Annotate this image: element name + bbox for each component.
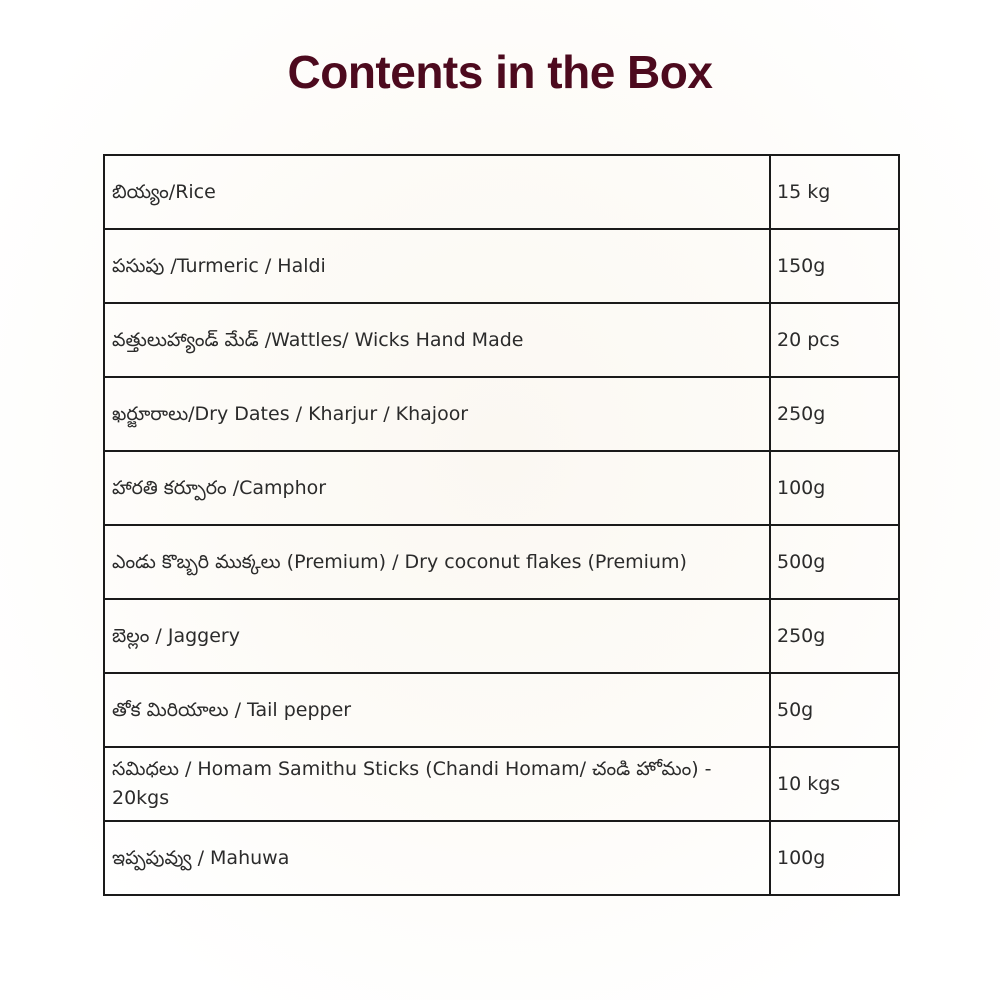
item-name: ఖర్జూరాలు/Dry Dates / Kharjur / Khajoor (104, 377, 770, 451)
item-quantity: 20 pcs (770, 303, 899, 377)
table-row (104, 155, 899, 229)
table-row (104, 451, 899, 525)
item-quantity: 150g (770, 229, 899, 303)
item-name: పసుపు /Turmeric / Haldi (104, 229, 770, 303)
item-quantity: 500g (770, 525, 899, 599)
item-quantity: 15 kg (770, 155, 899, 229)
table-row (104, 303, 899, 377)
item-name: సమిధలు / Homam Samithu Sticks (Chandi Homam/ చండి హోమం) - 20kgs (104, 747, 770, 821)
item-quantity: 250g (770, 377, 899, 451)
table-row (104, 377, 899, 451)
item-name: హారతి కర్పూరం /Camphor (104, 451, 770, 525)
table-row (104, 747, 899, 821)
table-row (104, 599, 899, 673)
table-row (104, 821, 899, 895)
item-quantity: 100g (770, 821, 899, 895)
item-name: వత్తులుహ్యాండ్ మేడ్ /Wattles/ Wicks Hand Made (104, 303, 770, 377)
item-name: బెల్లం / Jaggery (104, 599, 770, 673)
page-title: Contents in the Box (287, 46, 713, 98)
contents-table (103, 154, 900, 896)
item-name: ఎండు కొబ్బరి ముక్కలు (Premium) / Dry coconut flakes (Premium) (104, 525, 770, 599)
item-name: బియ్యం/Rice (104, 155, 770, 229)
item-quantity: 250g (770, 599, 899, 673)
item-name: తోక మిరియాలు / Tail pepper (104, 673, 770, 747)
table-row (104, 229, 899, 303)
item-quantity: 100g (770, 451, 899, 525)
item-name: ఇప్పపువ్వు / Mahuwa (104, 821, 770, 895)
table-row (104, 525, 899, 599)
table-row (104, 673, 899, 747)
item-quantity: 50g (770, 673, 899, 747)
item-quantity: 10 kgs (770, 747, 899, 821)
